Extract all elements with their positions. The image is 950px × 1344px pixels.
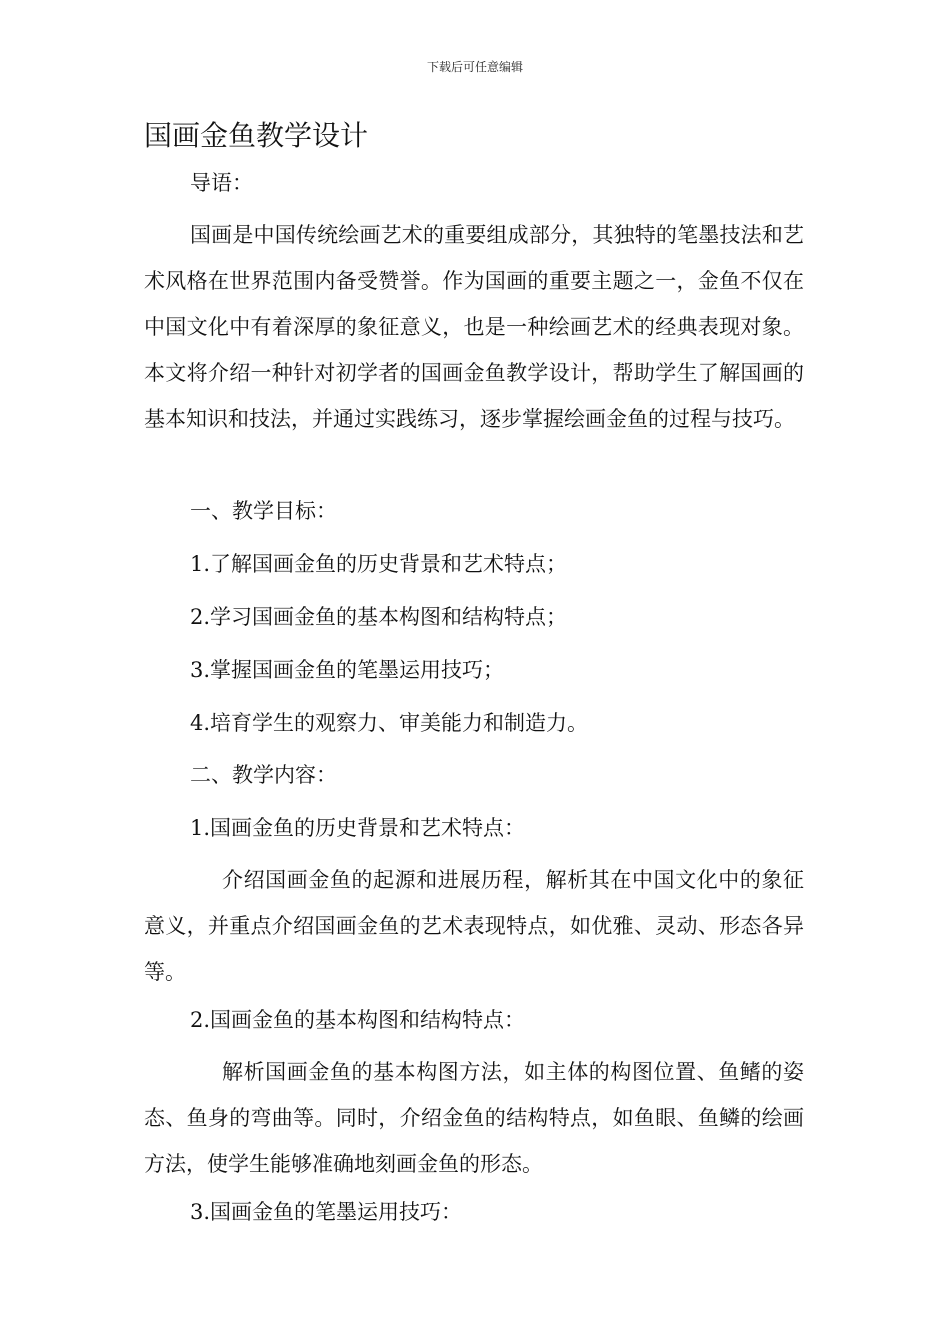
content-sub3-heading: 3.国画金鱼的笔墨运用技巧： [190, 1200, 463, 1224]
content-sub1-body: 介绍国画金鱼的起源和进展历程，解析其在中国文化中的象征意义，并重点介绍国画金鱼的艺术表现特点，如优雅、灵动、形态各异等。 [144, 868, 804, 984]
goal-item-4: 4.培育学生的观察力、审美能力和制造力。 [190, 711, 589, 735]
goal-item-3: 3.掌握国画金鱼的笔墨运用技巧； [190, 658, 505, 682]
header-note: 下载后可任意编辑 [426, 60, 523, 74]
content-sub1-heading: 1.国画金鱼的历史背景和艺术特点： [190, 816, 526, 840]
goal-item-1: 1.了解国画金鱼的历史背景和艺术特点； [190, 552, 568, 576]
section1-heading: 一、教学目标： [190, 499, 337, 523]
intro-heading: 导语： [190, 171, 253, 195]
document-title: 国画金鱼教学设计 [144, 119, 369, 152]
goal-item-2: 2.学习国画金鱼的基本构图和结构特点； [190, 605, 568, 629]
content-sub2-body: 解析国画金鱼的基本构图方法，如主体的构图位置、鱼鳍的姿态、鱼身的弯曲等。同时，介绍金鱼的结构特点，如鱼眼、鱼鳞的绘画方法，使学生能够准确地刻画金鱼的形态。 [144, 1060, 804, 1176]
content-sub2-heading: 2.国画金鱼的基本构图和结构特点： [190, 1008, 526, 1032]
section2-heading: 二、教学内容： [190, 763, 337, 787]
intro-paragraph: 国画是中国传统绘画艺术的重要组成部分，其独特的笔墨技法和艺术风格在世界范围内备受赞誉。作为国画的重要主题之一，金鱼不仅在中国文化中有着深厚的象征意义，也是一种绘画艺术的经典表现对象。本文将介绍一种针对初学者的国画金鱼教学设计，帮助学生了解国画的基本知识和技法，并通过实践练习，逐步掌握绘画金鱼的过程与技巧。 [144, 223, 804, 431]
